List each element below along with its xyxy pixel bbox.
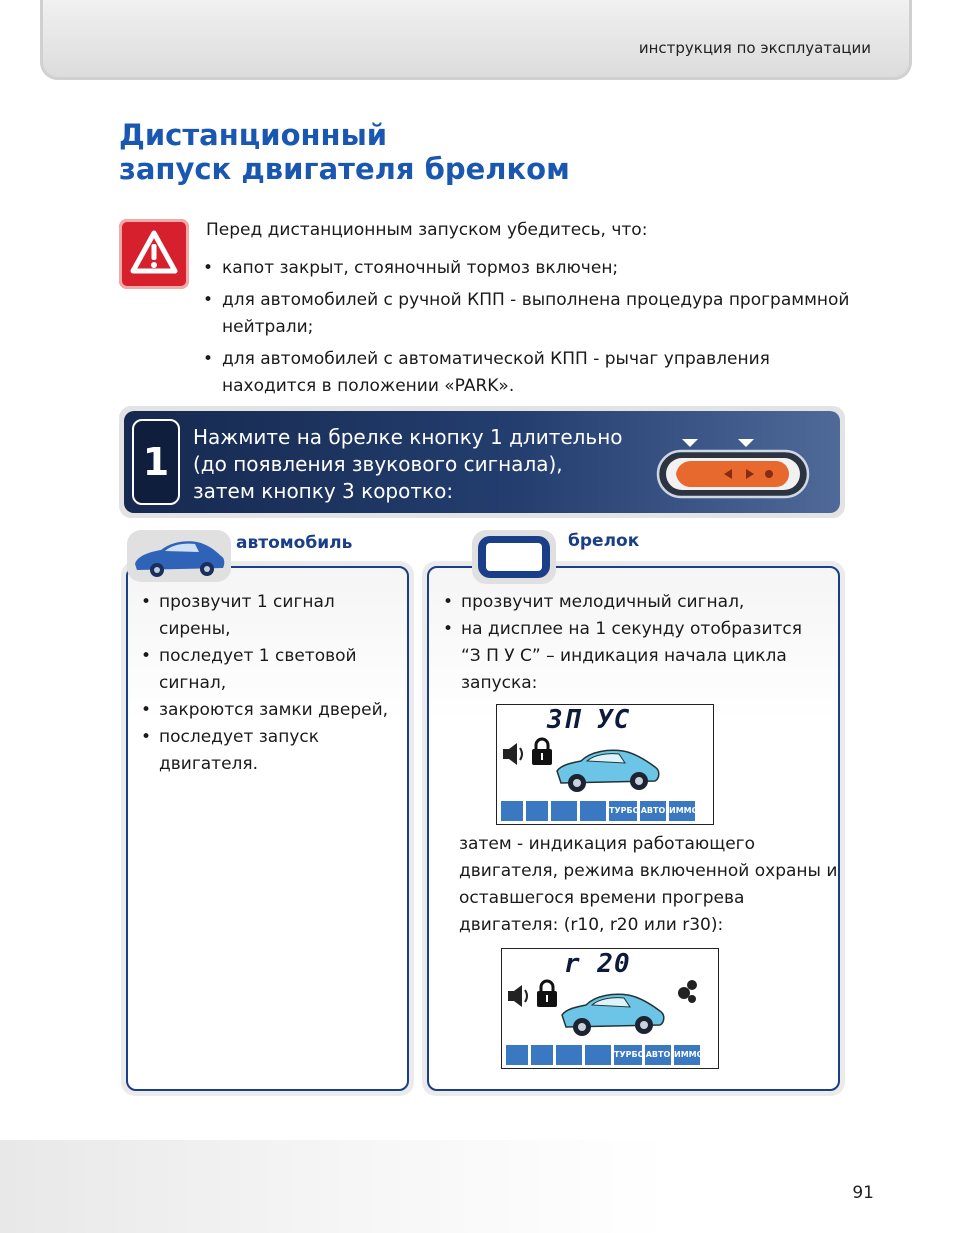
siren-icon [501, 739, 525, 769]
car-tab [127, 530, 231, 582]
lcd-segment-text: ЗП УС [547, 705, 631, 735]
wrench-icon [585, 1045, 611, 1065]
clock-icon [501, 801, 523, 821]
page-title [119, 118, 570, 186]
lcd-status-icons [506, 1045, 704, 1065]
fob-panel-then-text: затем - индикация работающего двигателя, режима включенной охраны и оставшегося времени прогрева двигателя: (r10, r20 или r30): [459, 834, 838, 935]
immo-badge: ИММО [669, 801, 695, 821]
auto-badge: АВТО [640, 801, 666, 821]
list-item: • прозвучит мелодичный сигнал, [443, 589, 813, 616]
step-line-2: (до появления звукового сигнала), [193, 452, 563, 476]
hourglass-icon [526, 801, 548, 821]
header-text: инструкция по эксплуатации [638, 39, 871, 57]
warning-icon [119, 219, 189, 289]
fob-panel-list [443, 589, 813, 697]
car-panel-list [141, 589, 391, 778]
list-item: • для автомобилей с автоматической КПП - рычаг управления находится в положении «PARK». [200, 346, 850, 400]
battery-icon [551, 801, 577, 821]
page-number: 91 [852, 1183, 874, 1203]
list-item: • последует запуск двигателя. [141, 724, 391, 778]
step-line-3: затем кнопку 3 коротко: [193, 479, 454, 503]
fob-display-icon [472, 530, 556, 584]
warning-intro: Перед дистанционным запуском убедитесь, что: [206, 220, 648, 240]
battery-icon [556, 1045, 582, 1065]
lcd-status-icons [501, 801, 699, 821]
list-item: • капот закрыт, стояночный тормоз включен; [200, 255, 850, 282]
title-line-2: запуск двигателя брелком [119, 152, 570, 186]
list-item: • последует 1 световой сигнал, [141, 643, 391, 697]
fob-panel-label: брелок [568, 531, 640, 551]
step-line-1: Нажмите на брелке кнопку 1 длительно [193, 425, 623, 449]
lock-icon [529, 736, 555, 766]
clock-icon [506, 1045, 528, 1065]
car-image-icon [558, 979, 668, 1043]
lcd-segment-text: r 20 [564, 949, 631, 979]
page-footer [0, 1140, 954, 1233]
immo-badge: ИММО [674, 1045, 700, 1065]
wrench-icon [580, 801, 606, 821]
key-fob-remote-icon [654, 431, 814, 501]
title-line-1: Дистанционный [119, 118, 388, 152]
lcd-display-running [501, 948, 719, 1069]
siren-icon [506, 981, 530, 1011]
car-panel-label: автомобиль [236, 533, 353, 553]
hourglass-icon [531, 1045, 553, 1065]
page-header [40, 0, 912, 80]
list-item: • прозвучит 1 сигнал сирены, [141, 589, 391, 643]
lcd-display-start [496, 704, 714, 825]
step-instructions [193, 424, 653, 505]
car-image-icon [553, 735, 663, 799]
list-item: • закроются замки дверей, [141, 697, 391, 724]
exhaust-smoke-icon [672, 977, 702, 1007]
warning-list [200, 255, 850, 405]
step-banner [119, 406, 845, 518]
list-item: • для автомобилей с ручной КПП - выполнена процедура программной нейтрали; [200, 287, 850, 341]
lock-icon [534, 978, 560, 1008]
fob-tab [472, 530, 556, 584]
turbo-badge: ТУРБО [614, 1045, 642, 1065]
list-item: • на дисплее на 1 секунду отобразится “З П У С” – индикация начала цикла запуска: [443, 616, 813, 697]
turbo-badge: ТУРБО [609, 801, 637, 821]
step-number: 1 [132, 419, 180, 505]
car-icon [127, 530, 231, 582]
auto-badge: АВТО [645, 1045, 671, 1065]
